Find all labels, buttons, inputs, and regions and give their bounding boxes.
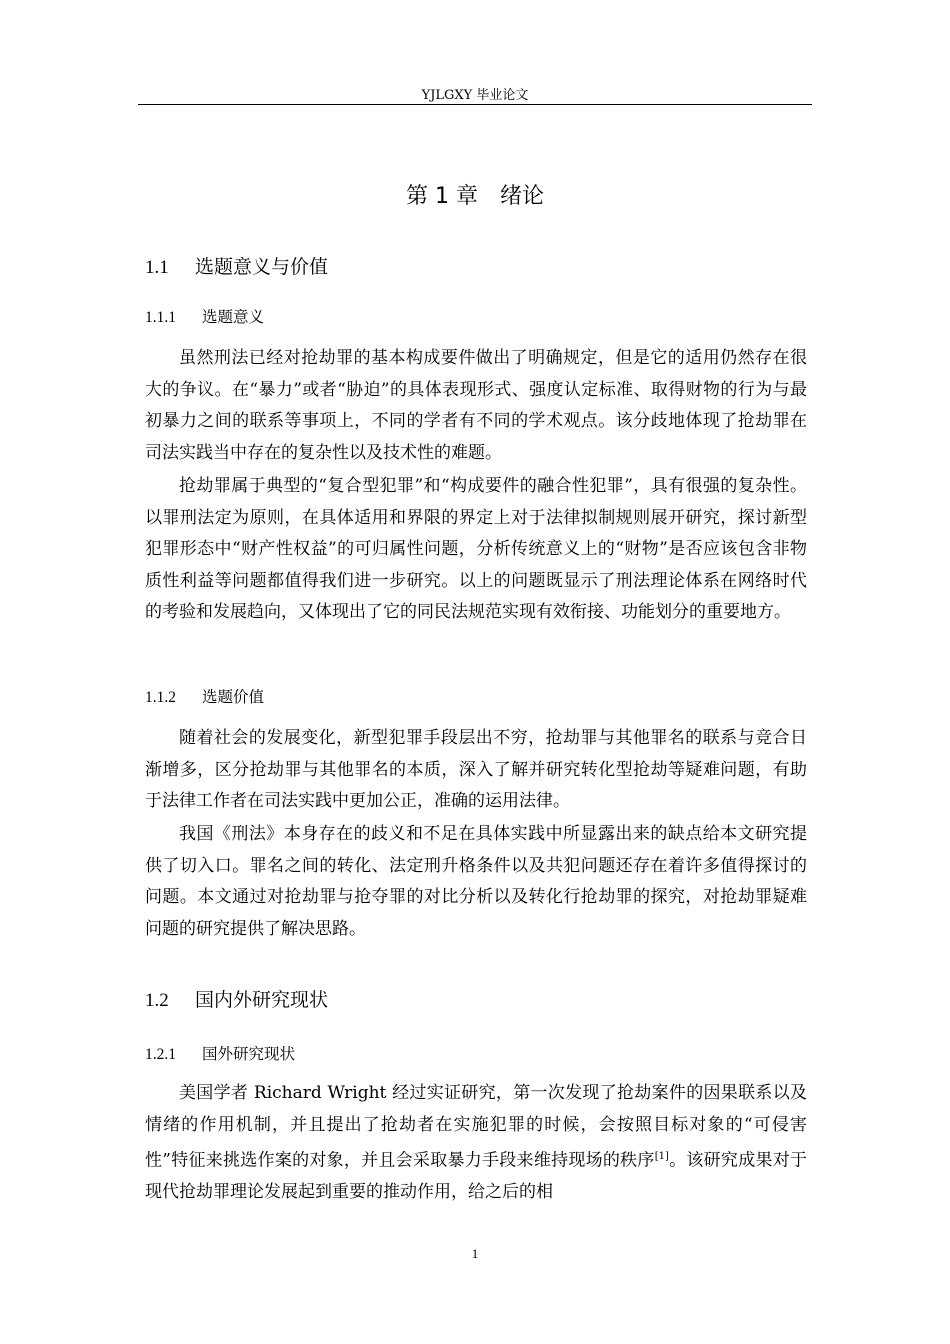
subsection-title: 选题意义 — [202, 308, 265, 326]
section-title: 选题意义与价值 — [195, 256, 329, 278]
section-heading-1-2 — [145, 985, 328, 1016]
subsection-number: 1.2.1 — [145, 1046, 176, 1063]
paragraph-text: 美国学者 Richard Wright 经过实证研究，第一次发现了抢劫案件的因果联系以及情绪的作用机制，并且提出了抢劫者在实施犯罪的时候，会按照目标对象的“可侵害性”特征来挑选作案的对象，并且会采取暴力手段来维持现场的秩序 — [145, 1083, 807, 1171]
paragraph-text: 。该研究成果对于现代抢劫罪理论发展起到重要的推动作用，给之后的相 — [145, 1150, 807, 1203]
paragraph-4: 我国《刑法》本身存在的歧义和不足在具体实践中所显露出来的缺点给本文研究提供了切入口。罪名之间的转化、法定刑升格条件以及共犯问题还存在着许多值得探讨的问题。本文通过对抢劫罪与抢夺罪的对比分析以及转化行抢劫罪的探究，对抢劫罪疑难问题的研究提供了解决思路。 — [145, 824, 807, 939]
paragraph-3: 随着社会的发展变化，新型犯罪手段层出不穷，抢劫罪与其他罪名的联系与竞合日渐增多，区分抢劫罪与其他罪名的本质，深入了解并研究转化型抢劫等疑难问题，有助于法律工作者在司法实践中更加公正，准确的运用法律。 — [145, 728, 807, 812]
section-number: 1.2 — [145, 990, 169, 1011]
page-number: 1 — [471, 1246, 479, 1261]
section-heading-1-1 — [145, 252, 328, 283]
subsection-title: 选题价值 — [202, 688, 265, 706]
subsection-heading-1-2-1 — [145, 1041, 295, 1068]
subsection-heading-1-1-2 — [145, 684, 264, 711]
section-title: 国内外研究现状 — [195, 989, 329, 1011]
citation-marker[interactable]: [1] — [654, 1151, 669, 1163]
paragraph-2: 抢劫罪属于典型的“复合型犯罪”和“构成要件的融合性犯罪”，具有很强的复杂性。以罪刑法定为原则，在具体适用和界限的界定上对于法律拟制规则展开研究，探讨新型犯罪形态中“财产性权益”的可归属性问题，分析传统意义上的“财物”是否应该包含非物质性利益等问题都值得我们进一步研究。以上的问题既显示了刑法理论体系在网络时代的考验和发展趋向，又体现出了它的同民法规范实现有效衔接、功能划分的重要地方。 — [145, 476, 807, 623]
paragraph-1: 虽然刑法已经对抢劫罪的基本构成要件做出了明确规定，但是它的适用仍然存在很大的争议。在“暴力”或者“胁迫”的具体表现形式、强度认定标准、取得财物的行为与最初暴力之间的联系等事项上，不同的学者有不同的学术观点。该分歧地体现了抢劫罪在司法实践当中存在的复杂性以及技术性的难题。 — [145, 348, 807, 463]
subsection-heading-1-1-1 — [145, 304, 264, 331]
header-rule — [138, 104, 812, 105]
running-header: YJLGXY 毕业论文 — [421, 88, 529, 103]
subsection-number: 1.1.1 — [145, 309, 176, 326]
paragraph-5 — [145, 1078, 807, 1209]
subsection-title: 国外研究现状 — [202, 1045, 296, 1063]
section-number: 1.1 — [145, 257, 169, 278]
subsection-number: 1.1.2 — [145, 689, 176, 706]
chapter-title: 第 1 章 绪论 — [406, 184, 544, 209]
